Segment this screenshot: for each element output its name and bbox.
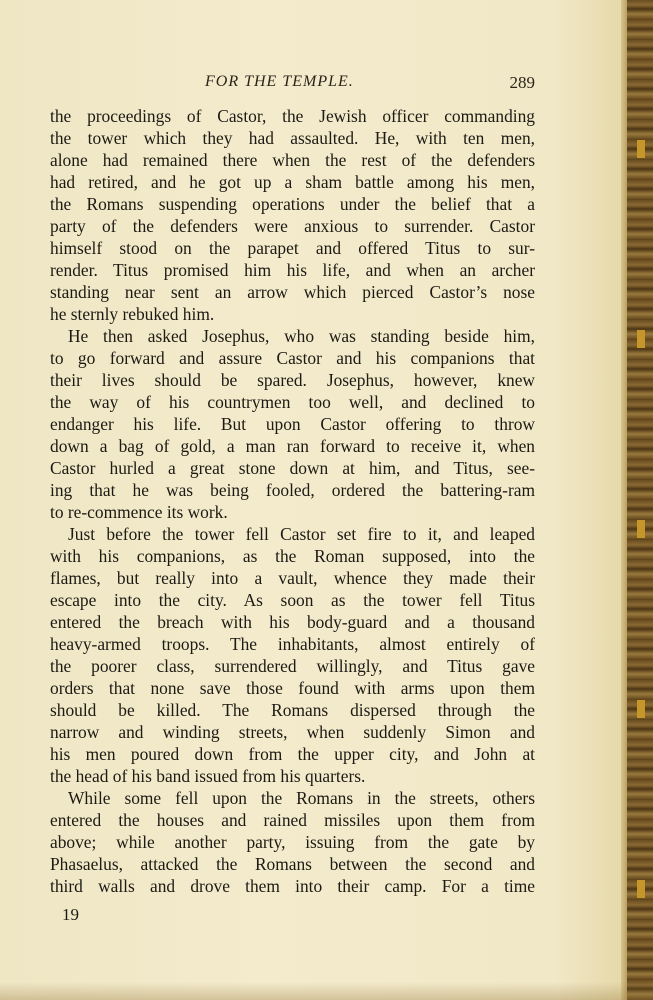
text-line: the way of his countrymen too well, and declined to [50,392,535,412]
text-line: with his companions, as the Roman supposed, into the [50,546,535,566]
text-line: should be killed. The Romans dispersed through the [50,700,535,720]
text-line: to go forward and assure Castor and his companions that [50,348,535,368]
spine-mark [637,520,645,538]
text-line: narrow and winding streets, when suddenly Simon and [50,722,535,742]
text-line: render. Titus promised him his life, and when an archer [50,260,535,280]
text-line: the poorer class, surrendered willingly, and Titus gave [50,656,535,676]
paragraph [50,325,535,523]
page-shadow [0,982,653,1000]
text-line: endanger his life. But upon Castor offering to throw [50,414,535,434]
paragraph [50,105,535,325]
spine-mark [637,700,645,718]
text-line: flames, but really into a vault, whence they made their [50,568,535,588]
text-line: above; while another party, issuing from the gate by [50,832,535,852]
paragraph [50,523,535,787]
text-line: entered the houses and rained missiles upon them from [50,810,535,830]
signature-mark: 19 [62,905,79,924]
text-line: third walls and drove them into their camp. For a time [50,876,535,896]
text-line: the head of his band issued from his quarters. [50,766,366,786]
paragraph [50,787,535,897]
text-line: alone had remained there when the rest of the defenders [50,150,535,170]
text-line: orders that none save those found with arms upon them [50,678,535,698]
spine-mark [637,140,645,158]
text-line: the Romans suspending operations under the belief that a [50,194,535,214]
text-line: He then asked Josephus, who was standing beside him, [68,326,535,346]
spine-mark [637,880,645,898]
text-line: to re-commence its work. [50,502,228,522]
text-line: had retired, and he got up a sham battle among his men, [50,172,535,192]
running-title: FOR THE TEMPLE. [205,73,354,90]
text-line: Castor hurled a great stone down at him, and Titus, see- [50,458,535,478]
page-number: 289 [509,73,535,92]
text-line: he sternly rebuked him. [50,304,215,324]
text-line: Phasaelus, attacked the Romans between the second and [50,854,535,874]
text-line: While some fell upon the Romans in the streets, others [68,788,535,808]
text-line: his men poured down from the upper city, and John at [50,744,535,764]
text-line: down a bag of gold, a man ran forward to receive it, when [50,436,535,456]
running-head [50,73,535,97]
text-line: party of the defenders were anxious to surrender. Castor [50,216,535,236]
text-line: entered the breach with his body-guard and a thousand [50,612,535,632]
book-spine [627,0,653,1000]
text-line: their lives should be spared. Josephus, however, knew [50,370,535,390]
text-line: escape into the city. As soon as the tower fell Titus [50,590,535,610]
text-line: standing near sent an arrow which pierced Castor’s nose [50,282,535,302]
text-line: heavy-armed troops. The inhabitants, almost entirely of [50,634,535,654]
text-line: himself stood on the parapet and offered Titus to sur- [50,238,535,258]
text-line: Just before the tower fell Castor set fire to it, and leaped [68,524,535,544]
body-text [50,105,535,897]
text-line: the proceedings of Castor, the Jewish officer commanding [50,106,535,126]
spine-mark [637,330,645,348]
text-line: ing that he was being fooled, ordered the battering-ram [50,480,535,500]
text-line: the tower which they had assaulted. He, with ten men, [50,128,535,148]
